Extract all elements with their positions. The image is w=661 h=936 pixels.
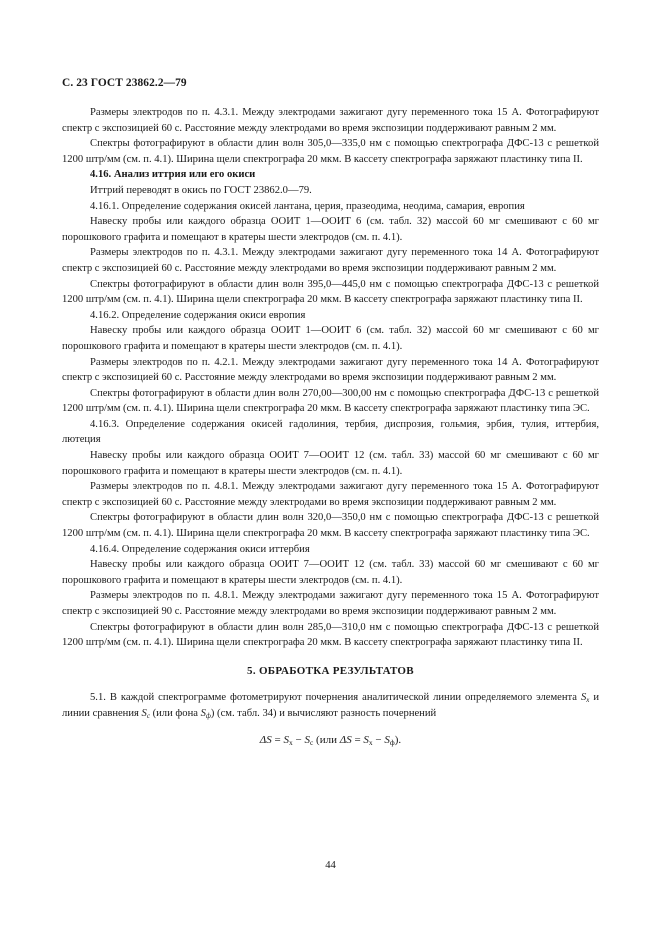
subsection-title: 4.16.1. Определение содержания окисей лантана, церия, празеодима, неодима, самария, европия <box>90 200 525 212</box>
formula-delta-s: $\Delta S = S_x - S_c$ (или $\Delta S = S_x - S_ф$). <box>259 733 402 747</box>
subsection-title: 4.16.2. Определение содержания окиси европия <box>90 309 306 321</box>
symbol-sc: $S_c$ <box>141 707 150 720</box>
paragraph: Размеры электродов по п. 4.8.1. Между электродами зажигают дугу переменного тока 15 А. Фотографируют спектр с экспозицией 90 с. Расстояние между электродами во время экспозиции поддерживают равным 2 мм. <box>62 590 599 617</box>
paragraph: Иттрий переводят в окись по ГОСТ 23862.0—79. <box>90 184 312 196</box>
paragraph: Размеры электродов по п. 4.3.1. Между электродами зажигают дугу переменного тока 14 А. Фотографируют спектр с экспозицией 60 с. Расстояние между электродами во время экспозиции поддерживают равным 2 мм. <box>62 247 599 274</box>
page-number: 44 <box>325 860 336 871</box>
paragraph-5-1 <box>62 690 599 721</box>
text-run: (или фона <box>149 707 201 719</box>
subsection-title: 4.16.4. Определение содержания окиси иттербия <box>90 543 310 555</box>
paragraph: Навеску пробы или каждого образца ООИТ 7—ООИТ 12 (см. табл. 33) массой 60 мг смешивают с 60 мг порошкового графита и помещают в кратеры шести электродов (см. п. 4.1). <box>62 559 599 586</box>
paragraph: Спектры фотографируют в области длин волн 270,00—300,00 нм с помощью спектрографа ДФС-13 с решеткой 1200 штр/мм (см. п. 4.1). Ширина щели спектрографа 20 мкм. В кассету спектрографа заряжают пластинку типа ЭС. <box>62 387 599 415</box>
paragraph: Навеску пробы или каждого образца ООИТ 1—ООИТ 6 (см. табл. 32) массой 60 мг смешивают с 60 мг порошкового графита и помещают в кратеры шести электродов (см. п. 4.1). <box>62 325 599 352</box>
paragraph: Спектры фотографируют в области длин волн 285,0—310,0 нм с помощью спектрографа ДФС-13 с решеткой 1200 штр/мм (см. п. 4.1). Ширина щели спектрографа 20 мкм. В кассету спектрографа заряжают пластинку типа II. <box>62 621 599 649</box>
section-heading-4-16: 4.16. Анализ иттрия или его окиси <box>90 169 256 181</box>
subsection-title: 4.16.3. Определение содержания окисей гадолиния, тербия, диспрозия, гольмия, эрбия, тулия, иттербия, лютеция <box>62 418 599 446</box>
paragraph: Спектры фотографируют в области длин волн 320,0—350,0 нм с помощью спектрографа ДФС-13 с решеткой 1200 штр/мм (см. п. 4.1). Ширина щели спектрографа 20 мкм. В кассету спектрографа заряжают пластинку типа ЭС. <box>62 512 599 540</box>
section-heading-5: 5. ОБРАБОТКА РЕЗУЛЬТАТОВ <box>247 664 414 677</box>
text-run: 5.1. В каждой спектрограмме фотометрируют почернения аналитической линии определяемого элемента <box>90 692 581 704</box>
symbol-sx: $S_x$ <box>580 692 590 705</box>
paragraph: Размеры электродов по п. 4.2.1. Между электродами зажигают дугу переменного тока 14 А. Фотографируют спектр с экспозицией 60 с. Расстояние между электродами во время экспозиции поддерживают равным 2 мм. <box>62 356 599 384</box>
paragraph: Навеску пробы или каждого образца ООИТ 7—ООИТ 12 (см. табл. 33) массой 60 мг смешивают с 60 мг порошкового графита и помещают в кратеры шести электродов (см. п. 4.1). <box>62 450 599 477</box>
paragraph: Спектры фотографируют в области длин волн 395,0—445,0 нм с помощью спектрографа ДФС-13 с решеткой 1200 штр/мм (см. п. 4.1). Ширина щели спектрографа 20 мкм. В кассету спектрографа заряжают пластинку типа II. <box>62 278 599 306</box>
text-run: ) (см. табл. 34) и вычисляют разность почернений <box>210 707 437 719</box>
paragraph: Навеску пробы или каждого образца ООИТ 1—ООИТ 6 (см. табл. 32) массой 60 мг смешивают с 60 мг порошкового графита и помещают в кратеры шести электродов (см. п. 4.1). <box>62 216 599 243</box>
page-body <box>62 105 599 748</box>
paragraph: Спектры фотографируют в области длин волн 305,0—335,0 нм с помощью спектрографа ДФС-13 с решеткой 1200 штр/мм (см. п. 4.1). Ширина щели спектрографа 20 мкм. В кассету спектрографа заряжают пластинку типа II. <box>62 138 599 165</box>
paragraph: Размеры электродов по п. 4.8.1. Между электродами зажигают дугу переменного тока 15 А. Фотографируют спектр с экспозицией 60 с. Расстояние между электродами во время экспозиции поддерживают равным 2 мм. <box>62 481 599 508</box>
paragraph: Размеры электродов по п. 4.3.1. Между электродами зажигают дугу переменного тока 15 А. Фотографируют спектр с экспозицией 60 с. Расстояние между электродами во время экспозиции поддерживают равным 2 мм. <box>62 107 599 134</box>
page-header: С. 23 ГОСТ 23862.2—79 <box>62 77 187 89</box>
text-run: и линии сравнения <box>62 692 599 719</box>
symbol-sf: $S_ф$ <box>200 707 211 720</box>
